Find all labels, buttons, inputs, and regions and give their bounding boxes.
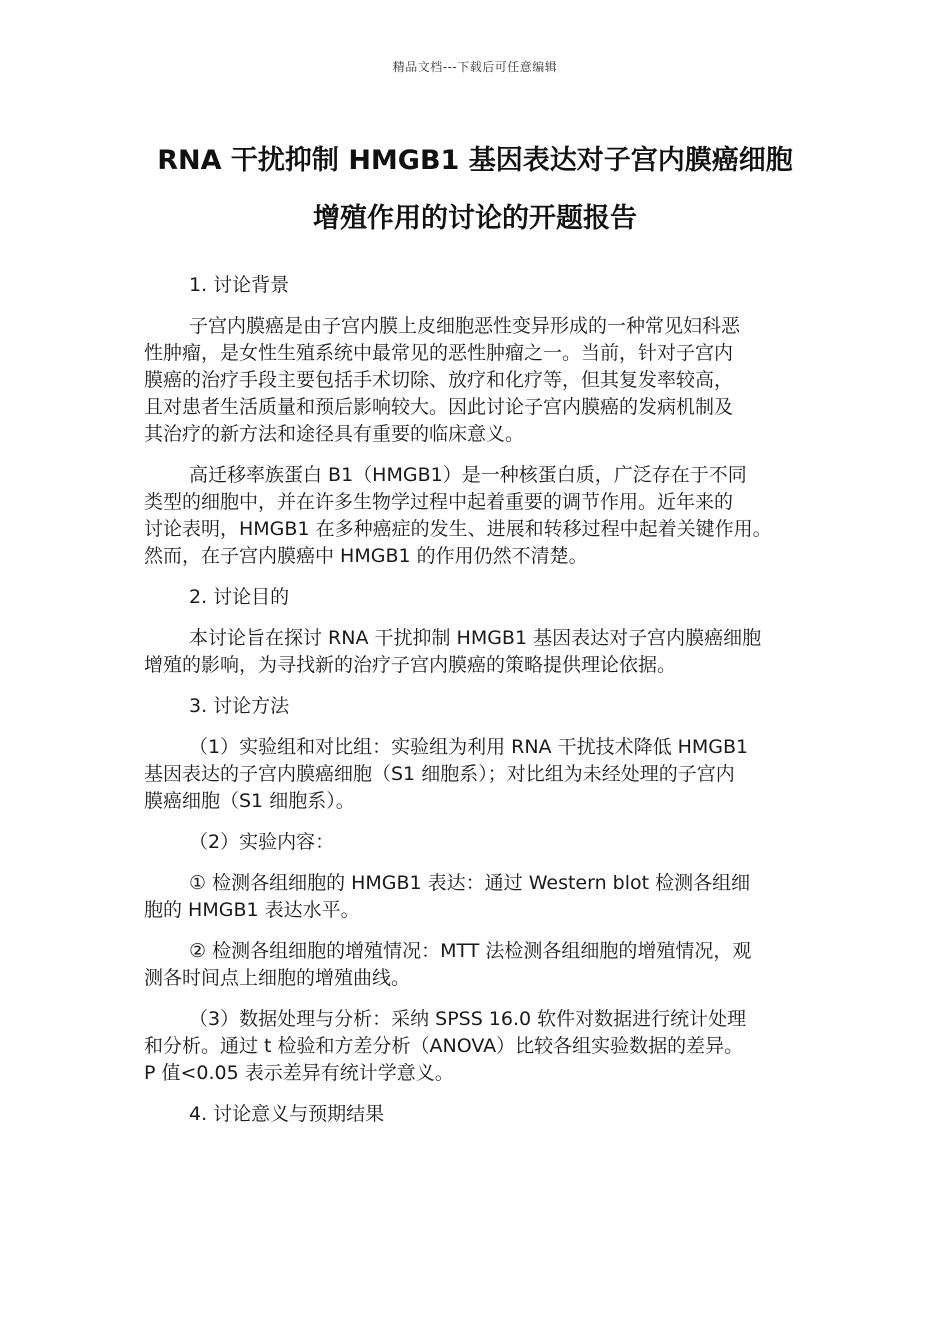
document-title-line1: RNA 干扰抑制 HMGB1 基因表达对子宫内膜癌细胞 bbox=[157, 145, 793, 176]
document-body bbox=[144, 272, 824, 1128]
paragraph-method-4: ② 检测各组细胞的增殖情况：MTT 法检测各组细胞的增殖情况，观 测各时间点上细胞的增殖曲线。 bbox=[144, 940, 752, 989]
header-note: 精品文档---下载后可任意编辑 bbox=[392, 60, 558, 74]
document-title-line2: 增殖作用的讨论的开题报告 bbox=[313, 203, 637, 234]
paragraph-background-1: 子宫内膜癌是由子宫内膜上皮细胞恶性变异形成的一种常见妇科恶 性肿瘤，是女性生殖系统中最常见的恶性肿瘤之一。当前，针对子宫内 膜癌的治疗手段主要包括手术切除、放疗和化疗等，但其复发率较高， 且对患者生活质量和预后影响较大。因此讨论子宫内膜癌的发病机制及 其治疗的新方法和途径具有重要的临床意义。 bbox=[144, 315, 741, 445]
paragraph-method-1: （1）实验组和对比组：实验组为利用 RNA 干扰技术降低 HMGB1 基因表达的子宫内膜癌细胞（S1 细胞系）；对比组为未经处理的子宫内 膜癌细胞（S1 细胞系）。 bbox=[144, 736, 749, 812]
section-heading-method: 3. 讨论方法 bbox=[189, 695, 290, 717]
section-heading-purpose: 2. 讨论目的 bbox=[189, 586, 290, 608]
paragraph-purpose-1: 本讨论旨在探讨 RNA 干扰抑制 HMGB1 基因表达对子宫内膜癌细胞 增殖的影响，为寻找新的治疗子宫内膜癌的策略提供理论依据。 bbox=[144, 627, 762, 676]
paragraph-method-3: ① 检测各组细胞的 HMGB1 表达：通过 Western blot 检测各组细 胞的 HMGB1 表达水平。 bbox=[144, 872, 751, 921]
section-heading-background: 1. 讨论背景 bbox=[189, 274, 290, 296]
paragraph-background-2: 高迁移率族蛋白 B1（HMGB1）是一种核蛋白质，广泛存在于不同 类型的细胞中，并在许多生物学过程中起着重要的调节作用。近年来的 讨论表明，HMGB1 在多种癌症的发生、进展和转移过程中起着关键作用。 然而，在子宫内膜癌中 HMGB1 的作用仍然不清楚。 bbox=[144, 464, 772, 567]
paragraph-method-2: （2）实验内容： bbox=[189, 831, 335, 853]
section-heading-significance: 4. 讨论意义与预期结果 bbox=[189, 1103, 385, 1125]
paragraph-method-5: （3）数据处理与分析：采纳 SPSS 16.0 软件对数据进行统计处理 和分析。通过 t 检验和方差分析（ANOVA）比较各组实验数据的差异。 P 值<0.05 表示差异有统计学意义。 bbox=[144, 1008, 747, 1084]
